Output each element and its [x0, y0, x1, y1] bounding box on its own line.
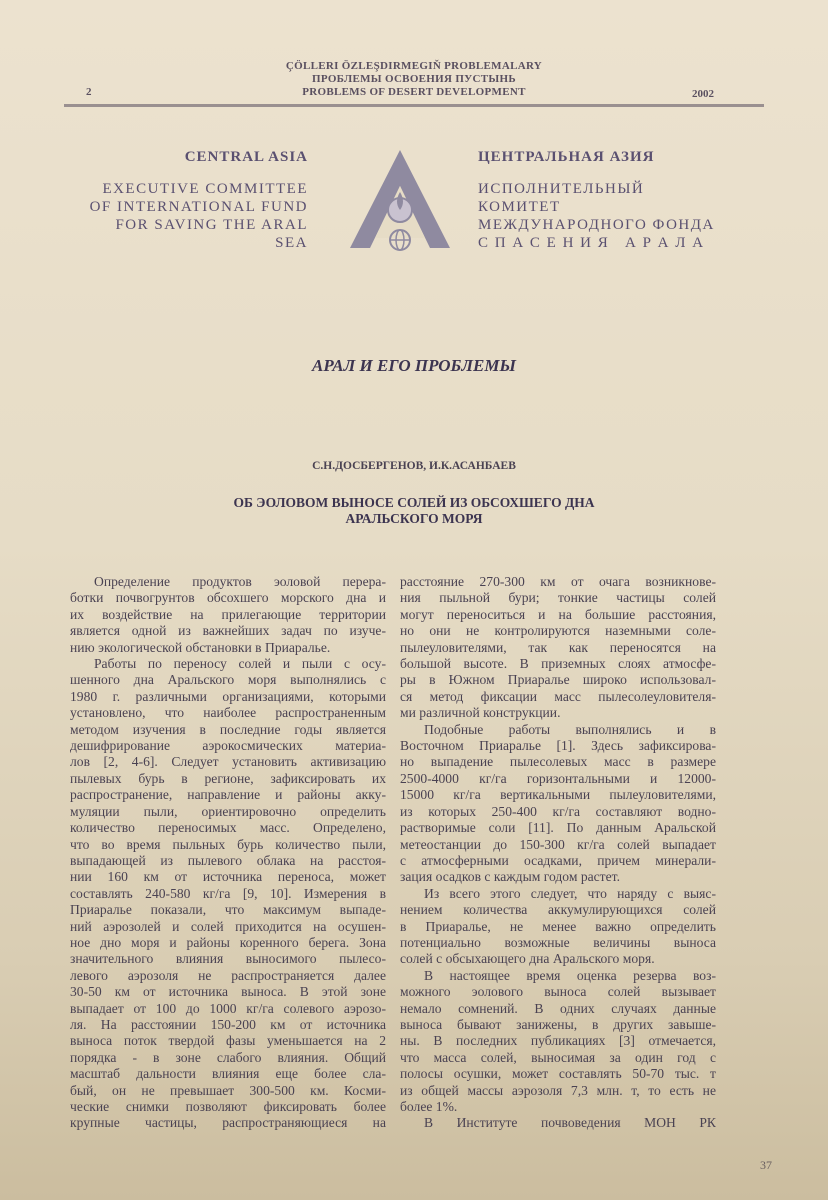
text-line: полосы осушки, может составлять 50-70 тыс. т — [400, 1066, 716, 1082]
text-line: более 1%. — [400, 1099, 458, 1114]
text-line: Определение продуктов эоловой перера- — [94, 574, 386, 589]
text-line: что масса солей, выносимая за один год с — [400, 1049, 716, 1065]
text-line: 1980 г. различными организациями, которыми — [70, 688, 386, 704]
organization-russian — [478, 148, 728, 252]
text-line: ния пыльной бури; тонкие частицы солей — [400, 590, 716, 606]
org-heading-ru: ЦЕНТРАЛЬНАЯ АЗИЯ — [478, 149, 655, 165]
text-line: порядка - в зоне слабого влияния. Общий — [70, 1049, 386, 1065]
text-line: что во время пыльных бурь количество пыли, — [70, 836, 386, 852]
text-line: пылевых бурь в регионе, зафиксировать их — [70, 770, 386, 786]
text-line: муляции пыли, ориентировочно определить — [70, 803, 386, 819]
text-line: установлено, что наиболее распространенным — [70, 705, 386, 721]
text-column-left — [70, 574, 386, 1132]
paragraph — [400, 574, 716, 722]
article-title — [0, 495, 828, 527]
text-line: В настоящее время оценка резерва воз- — [424, 967, 716, 983]
journal-title-english: PROBLEMS OF DESERT DEVELOPMENT — [302, 86, 526, 98]
text-line: выноса бывают занижены, в других завыше- — [400, 1016, 716, 1032]
text-line: Восточном Приаралье [1]. Здесь зафиксирова- — [400, 738, 716, 754]
paragraph — [400, 722, 716, 886]
text-line: немало сомнений. В одних случаях данные — [400, 1000, 716, 1016]
text-line: большой высоте. В приземных слоях атмосфе- — [400, 656, 716, 672]
org-line: С П А С Е Н И Я А Р А Л А — [478, 235, 705, 251]
text-line: масштаб дальности влияния еще более сла- — [70, 1066, 386, 1082]
text-line: расстояние 270-300 км от очага возникнове- — [400, 574, 716, 589]
text-line: метеостанции до 150-300 кг/га солей выпадает — [400, 836, 716, 852]
text-line: 2500-4000 кг/га горизонтальными и 12000- — [400, 770, 716, 786]
article-title-line: АРАЛЬСКОГО МОРЯ — [345, 511, 483, 526]
text-line: дешифрирование аэрокосмических материа- — [70, 738, 386, 754]
text-line: распространение, направление и районы акку- — [70, 787, 386, 803]
text-line: ся метод фиксации масс пылесолеуловителя- — [400, 688, 716, 704]
text-line: является одной из важнейших задач по изуче- — [70, 623, 386, 639]
text-line: солей с обсыхающего дна Аральского моря. — [400, 951, 655, 967]
issue-number: 2 — [86, 86, 92, 98]
text-line: зация осадков с каждым годом растет. — [400, 869, 620, 885]
paragraph — [400, 886, 716, 968]
org-heading-en: CENTRAL ASIA — [184, 149, 308, 165]
text-line: ний аэрозолей и солей приходится на осушен- — [70, 918, 386, 934]
text-line: но выпадение пылесолевых масс в размере — [400, 754, 716, 770]
journal-title-russian: ПРОБЛЕМЫ ОСВОЕНИЯ ПУСТЫНЬ — [312, 73, 516, 85]
text-line: ны. В последних публикациях [3] отмечается, — [400, 1033, 716, 1049]
text-line: Подобные работы выполнялись и в — [424, 721, 716, 737]
text-line: нии 160 км от источника переноса, может — [70, 869, 386, 885]
text-line: ми различной конструкции. — [400, 705, 561, 721]
text-line: ботки почвогрунтов обсохшего морского дна и — [70, 590, 386, 606]
text-line: значительного влияния выносимого пылесо- — [70, 951, 386, 967]
text-line: ческие снимки позволяют фиксировать более — [70, 1099, 386, 1114]
org-line: FOR SAVING THE ARAL SEA — [115, 217, 308, 251]
text-line: в Приаралье, не менее важно определить — [400, 918, 716, 934]
text-line: пылеуловителями, так как переносятся на — [400, 639, 716, 655]
text-line: Работы по переносу солей и пыли с осу- — [94, 656, 386, 672]
text-line: бый, он не превышает 300-500 км. Косми- — [70, 1082, 386, 1098]
text-line: потенциально возможные величины выноса — [400, 934, 716, 950]
text-line: можного эолового выноса солей вызывает — [400, 984, 716, 1000]
org-line: EXECUTIVE COMMITTEE — [102, 181, 308, 197]
org-line: ИСПОЛНИТЕЛЬНЫЙ КОМИТЕТ — [478, 181, 645, 215]
text-line: их воздействие на прилегающие территории — [70, 606, 386, 622]
text-line: методом изучения в последние годы является — [70, 721, 386, 737]
text-line: из которых 250-400 кг/га составляют водно- — [400, 803, 716, 819]
article-title-line: ОБ ЭОЛОВОМ ВЫНОСЕ СОЛЕЙ ИЗ ОБСОХШЕГО ДНА — [233, 495, 595, 510]
organization-english — [88, 148, 308, 252]
text-line: выноса поток твердой фазы уменьшается на 2 — [70, 1033, 386, 1049]
paragraph — [400, 1115, 716, 1131]
section-heading: АРАЛ И ЕГО ПРОБЛЕМЫ — [312, 356, 516, 375]
text-line: шенного дна Аральского моря выполнялись с — [70, 672, 386, 688]
text-line: но они не контролируются наземными соле- — [400, 623, 716, 639]
journal-title-turkmen: ÇÖLLERI ÖZLEŞDIRMEGIŇ PROBLEMALARY — [285, 60, 543, 72]
text-line: ры в Южном Приаралье широко использовал- — [400, 672, 716, 688]
text-column-right — [400, 574, 716, 1132]
text-line: В Институте почвоведения МОН РК — [424, 1115, 716, 1131]
text-line: ля. На расстоянии 150-200 км от источника — [70, 1016, 386, 1032]
text-line: нением количества аккумулирующихся солей — [400, 902, 716, 918]
text-line: ное дно моря и районы коренного берега. Зона — [70, 934, 386, 950]
paragraph — [70, 656, 386, 1132]
text-line: количество переносимых масс. Определено, — [70, 820, 386, 836]
paragraph — [70, 574, 386, 656]
header-rule — [64, 104, 764, 107]
text-line: могут переноситься и на большие расстояния, — [400, 606, 716, 622]
text-line: Из всего этого следует, что наряду с выяс- — [424, 885, 716, 901]
text-line: Приаралье показали, что максимум выпаде- — [70, 902, 386, 918]
page-number: 37 — [760, 1158, 772, 1172]
issue-year: 2002 — [692, 88, 714, 100]
text-line: выпадает от 100 до 1000 кг/га солевого аэрозо- — [70, 1000, 386, 1016]
text-line: 30-50 км от источника выноса. В этой зоне — [70, 984, 386, 1000]
text-line: выпадающей из пылевого облака на расстоя- — [70, 852, 386, 868]
text-line: крупные частицы, распространяющиеся на — [70, 1115, 386, 1131]
text-line: лов [2, 4-6]. Следует установить активизацию — [70, 754, 386, 770]
article-authors: С.Н.ДОСБЕРГЕНОВ, И.К.АСАНБАЕВ — [312, 460, 516, 472]
org-line: МЕЖДУНАРОДНОГО ФОНДА — [478, 217, 715, 233]
text-line: с атмосферными осадками, причем минерали- — [400, 852, 716, 868]
text-line: растворимые соли [11]. По данным Аральской — [400, 820, 716, 836]
text-line: 15000 кг/га вертикальными пылеуловителями, — [400, 787, 716, 803]
org-line: OF INTERNATIONAL FUND — [89, 199, 308, 215]
paragraph — [400, 968, 716, 1116]
text-line: левого аэрозоля не распространяется далее — [70, 967, 386, 983]
text-line: составлять 240-580 кг/га [9, 10]. Измерения в — [70, 885, 386, 901]
text-line: нию экологической обстановки в Приаралье. — [70, 639, 331, 655]
text-line: из общей массы аэрозоля 7,3 млн. т, то есть не — [400, 1082, 716, 1098]
ifas-logo-icon — [345, 148, 455, 258]
